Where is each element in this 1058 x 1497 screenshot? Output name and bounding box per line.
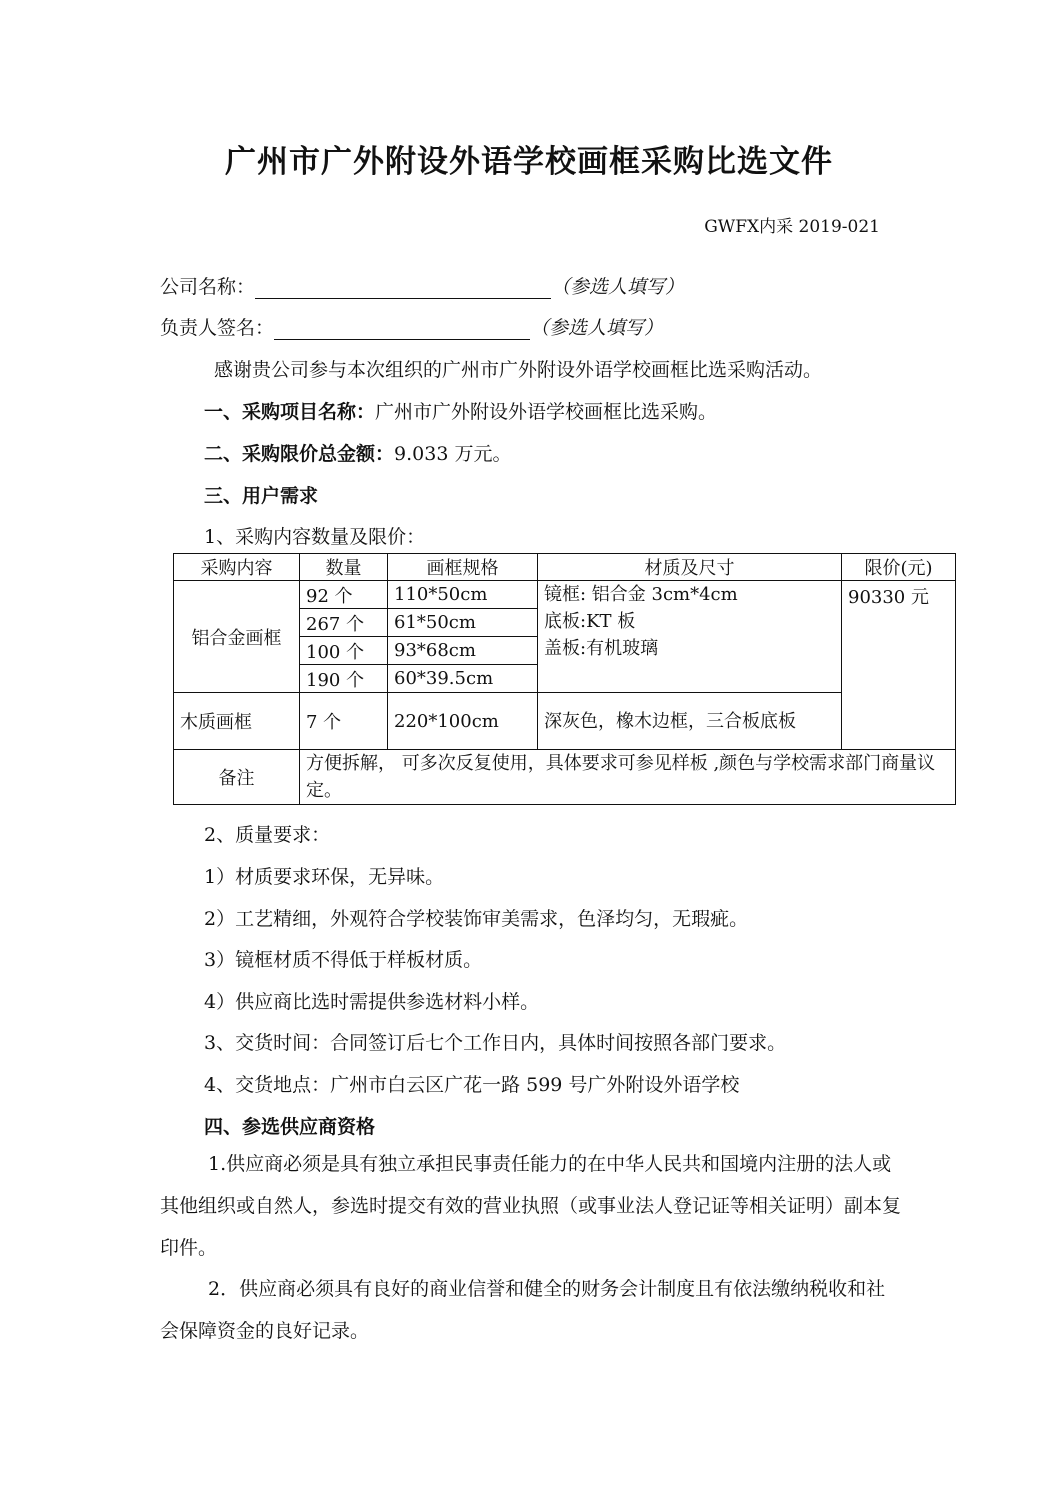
header-material: 材质及尺寸 (538, 554, 842, 581)
person-sign-field[interactable] (274, 321, 530, 340)
requirement-4: 4、交货地点：广州市白云区广花一路 599 号广外附设外语学校 (204, 1074, 740, 1096)
thanks-text: 感谢贵公司参与本次组织的广州市广外附设外语学校画框比选采购活动。 (214, 359, 823, 381)
requirement-1: 1、采购内容数量及限价： (204, 526, 426, 548)
person-sign-line (160, 313, 663, 340)
alu-material-line: 盖板:有机玻璃 (544, 638, 659, 659)
header-spec: 画框规格 (388, 554, 538, 581)
person-sign-label: 负责人签名： (160, 317, 275, 339)
quality-item-2: 2）工艺精细，外观符合学校装饰审美需求，色泽均匀，无瑕疵。 (204, 908, 749, 930)
document-title: 广州市广外附设外语学校画框采购比选文件 (225, 144, 833, 180)
company-name-label: 公司名称： (160, 276, 256, 298)
quality-item-3: 3）镜框材质不得低于样板材质。 (204, 949, 483, 971)
table-row (174, 750, 956, 805)
alu-qty-1: 92 个 (300, 581, 388, 609)
alu-spec-3: 93*68cm (388, 637, 538, 665)
quality-item-1: 1）材质要求环保，无异味。 (204, 866, 445, 888)
section-1-heading: 一、采购项目名称： (204, 401, 376, 423)
company-name-field[interactable] (255, 280, 551, 299)
remark-text: 方便拆解， 可多次反复使用，具体要求可参见样板 ,颜色与学校需求部门商量议定。 (300, 750, 956, 805)
company-name-note: （参选人填写） (551, 276, 685, 298)
wood-spec: 220*100cm (388, 693, 538, 750)
remark-label: 备注 (174, 750, 300, 805)
alu-qty-2: 267 个 (300, 609, 388, 637)
section-1-text: 广州市广外附设外语学校画框比选采购。 (375, 401, 718, 423)
section-2-text: 9.033 万元。 (394, 443, 512, 465)
document-number: GWFX内采 2019-021 (704, 217, 880, 237)
alu-material-line: 镜框: 铝合金 3cm*4cm (544, 584, 738, 605)
wood-frame-name: 木质画框 (174, 693, 300, 750)
quality-item-4: 4）供应商比选时需提供参选材料小样。 (204, 991, 540, 1013)
header-quantity: 数量 (300, 554, 388, 581)
person-sign-note: （参选人填写） (530, 317, 664, 339)
table-row (174, 693, 956, 750)
alu-qty-4: 190 个 (300, 665, 388, 693)
section-3-heading: 三、用户需求 (204, 485, 319, 507)
company-name-line (160, 272, 684, 299)
alu-qty-3: 100 个 (300, 637, 388, 665)
alu-spec-1: 110*50cm (388, 581, 538, 609)
section-2 (204, 439, 511, 466)
wood-qty: 7 个 (300, 693, 388, 750)
header-price: 限价(元) (842, 554, 956, 581)
alu-material (538, 581, 842, 693)
price-cell: 90330 元 (842, 581, 956, 750)
wood-material: 深灰色，橡木边框，三合板底板 (538, 693, 842, 750)
alu-material-line: 底板:KT 板 (544, 611, 636, 632)
qualification-2: 2．供应商必须具有良好的商业信誉和健全的财务会计制度且有依法缴纳税收和社会保障资金的良好记录。 (160, 1278, 886, 1342)
section-4-heading: 四、参选供应商资格 (204, 1116, 376, 1138)
table-header-row (174, 554, 956, 581)
header-content: 采购内容 (174, 554, 300, 581)
table-row (174, 581, 956, 609)
alu-spec-4: 60*39.5cm (388, 665, 538, 693)
section-2-heading: 二、采购限价总金额： (204, 443, 395, 465)
qualification-1: 1.供应商必须是具有独立承担民事责任能力的在中华人民共和国境内注册的法人或其他组织或自然人，参选时提交有效的营业执照（或事业法人登记证等相关证明）副本复印件。 (160, 1153, 902, 1259)
alu-spec-2: 61*50cm (388, 609, 538, 637)
requirement-3: 3、交货时间：合同签订后七个工作日内，具体时间按照各部门要求。 (204, 1032, 787, 1054)
requirements-table (173, 553, 956, 805)
section-1 (204, 397, 717, 424)
alu-frame-name: 铝合金画框 (174, 581, 300, 693)
requirement-2: 2、质量要求： (204, 824, 331, 846)
